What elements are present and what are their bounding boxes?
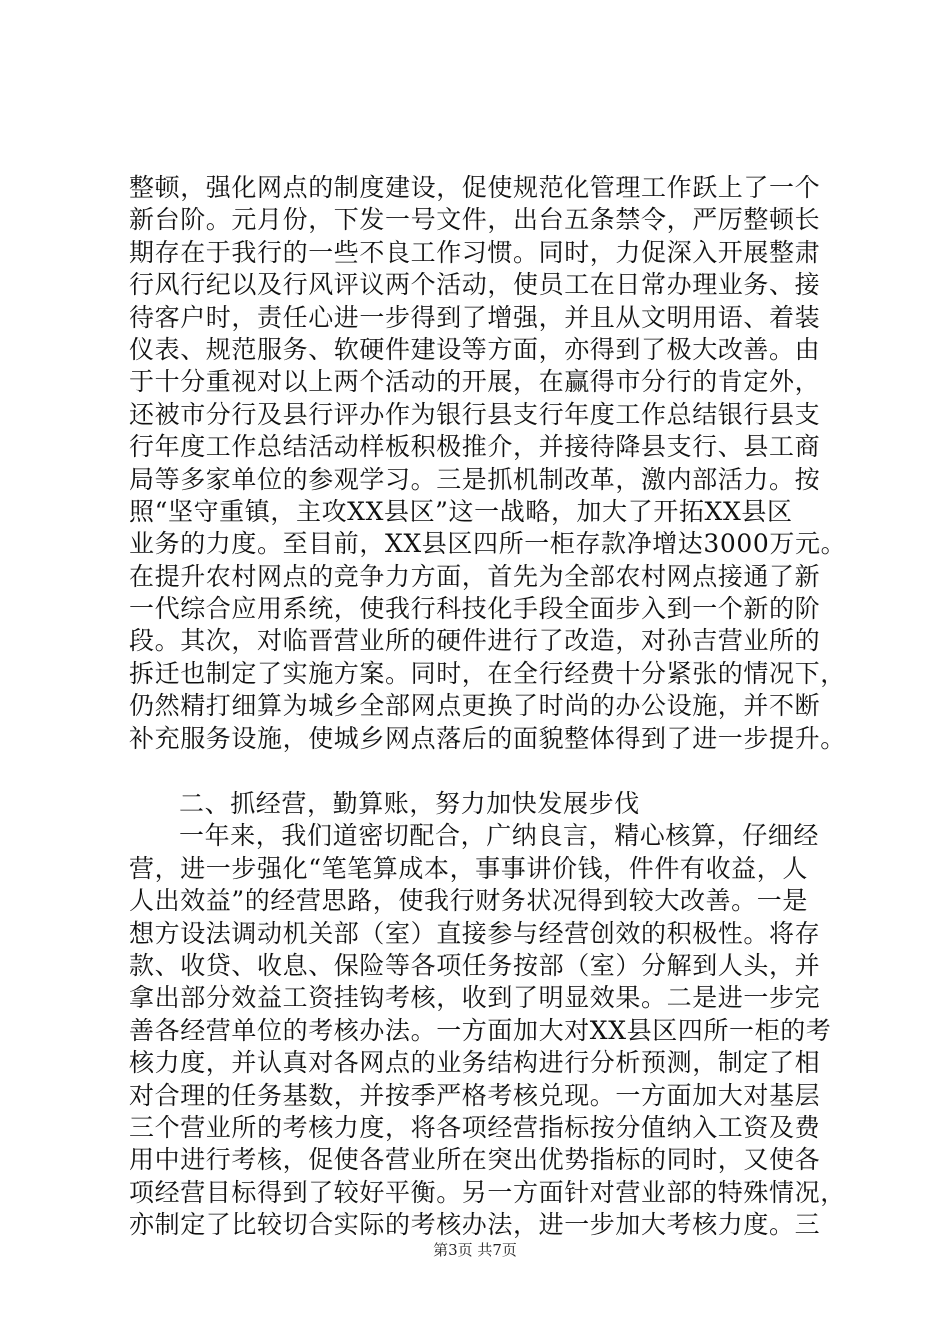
paragraph-line: 善各经营单位的考核办法。一方面加大对XX县区四所一柜的考	[129, 1015, 832, 1045]
paragraph-line: 待客户时，责任心进一步得到了增强，并且从文明用语、着装	[129, 302, 821, 332]
paragraph-line: 人出效益”的经营思路，使我行财务状况得到较大改善。一是	[129, 886, 808, 916]
paragraph-line: 拿出部分效益工资挂钩考核，收到了明显效果。二是进一步完	[129, 983, 821, 1013]
paragraph-line: 行年度工作总结活动样板积极推介，并接待降县支行、县工商	[129, 432, 821, 462]
paragraph-line: 拆迁也制定了实施方案。同时，在全行经费十分紧张的情况下，	[129, 658, 846, 688]
paragraph-line: 一年来，我们道密切配合，广纳良言，精心核算，仔细经	[179, 821, 820, 851]
paragraph-line: 整顿，强化网点的制度建设，促使规范化管理工作跃上了一个	[129, 173, 821, 202]
paragraph-line: 期存在于我行的一些不良工作习惯。同时，力促深入开展整肃	[129, 237, 821, 267]
paragraph-line: 局等多家单位的参观学习。三是抓机制改革，激内部活力。按	[129, 464, 821, 494]
paragraph-line: 三个营业所的考核力度，将各项经营指标按分值纳入工资及费	[129, 1112, 821, 1142]
paragraph-line: 亦制定了比较切合实际的考核办法，进一步加大考核力度。三	[129, 1210, 821, 1240]
paragraph-line: 项经营目标得到了较好平衡。另一方面针对营业部的特殊情况，	[129, 1177, 846, 1207]
document-body	[129, 172, 847, 1242]
paragraph-line: 业务的力度。至目前，XX县区四所一柜存款净增达3000万元。	[129, 529, 847, 559]
paragraph-1	[129, 172, 847, 755]
paragraph-line: 还被市分行及县行评办作为银行县支行年度工作总结银行县支	[129, 399, 821, 429]
section-2	[129, 788, 846, 1241]
paragraph-line: 行风行纪以及行风评议两个活动，使员工在日常办理业务、接	[129, 270, 821, 300]
paragraph-line: 用中进行考核，促使各营业所在突出优势指标的同时，又使各	[129, 1145, 821, 1175]
paragraph-line: 一代综合应用系统，使我行科技化手段全面步入到一个新的阶	[129, 594, 821, 624]
page-footer: 第3页 共7页	[433, 1241, 517, 1259]
paragraph-line: 补充服务设施，使城乡网点落后的面貌整体得到了进一步提升。	[129, 723, 846, 753]
paragraph-line: 照“坚守重镇，主攻XX县区”这一战略，加大了开拓XX县区	[129, 496, 793, 526]
paragraph-line: 仍然精打细算为城乡全部网点更换了时尚的办公设施，并不断	[129, 691, 821, 721]
paragraph-line: 想方设法调动机关部（室）直接参与经营创效的积极性。将存	[129, 918, 821, 948]
paragraph-line: 段。其次，对临晋营业所的硬件进行了改造，对孙吉营业所的	[129, 626, 821, 656]
paragraph-line: 在提升农村网点的竞争力方面，首先为全部农村网点接通了新	[129, 561, 821, 591]
paragraph-line: 对合理的任务基数，并按季严格考核兑现。一方面加大对基层	[129, 1080, 821, 1110]
paragraph-line: 核力度，并认真对各网点的业务结构进行分析预测，制定了相	[129, 1048, 821, 1078]
paragraph-line: 仪表、规范服务、软硬件建设等方面，亦得到了极大改善。由	[129, 334, 821, 364]
section-heading: 二、抓经营，勤算账，努力加快发展步伐	[179, 789, 640, 819]
paragraph-line: 营，进一步强化“笔笔算成本，事事讲价钱，件件有收益，人	[129, 853, 808, 883]
paragraph-line: 于十分重视对以上两个活动的开展，在赢得市分行的肯定外，	[129, 367, 821, 397]
paragraph-line: 新台阶。元月份，下发一号文件，出台五条禁令，严厉整顿长	[129, 205, 821, 235]
paragraph-spacer	[129, 755, 829, 788]
paragraph-line: 款、收贷、收息、保险等各项任务按部（室）分解到人头，并	[129, 950, 821, 980]
